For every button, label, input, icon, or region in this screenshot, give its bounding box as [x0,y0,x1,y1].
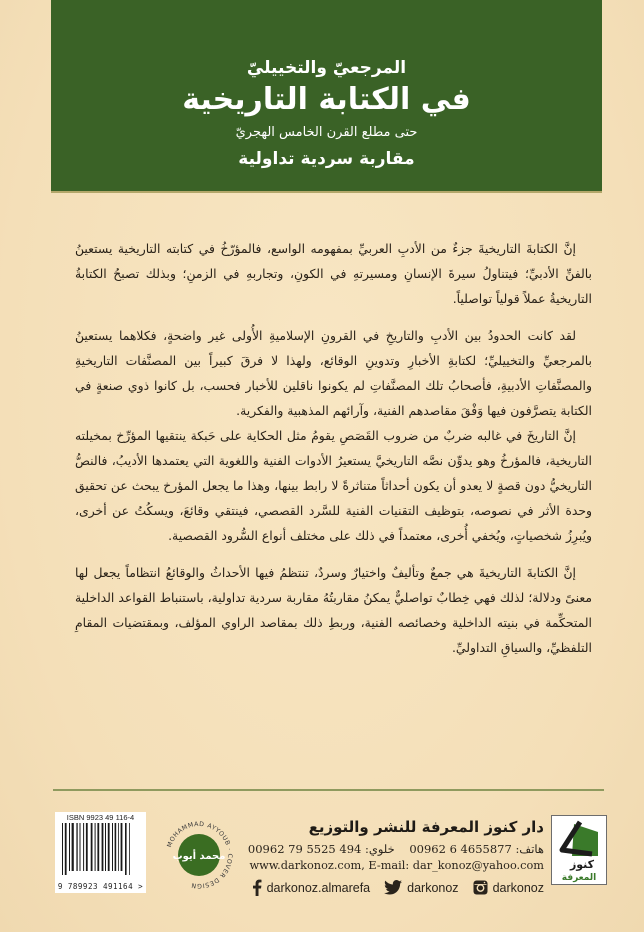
blurb-paragraph: لقد كانت الحدودُ بين الأدبِ والتاريخِ في القرونِ الإسلاميةِ الأُولى غير واضحةٍ، فكلاهما يستعينُ بالمرجعيِّ والتخييليِّ؛ لكتابةِ الأخبارِ وتدوينِ الوقائع، ولهذا لا فرقَ كبيراً بين المصنَّفات التاريخيةِ والمصنَّفاتِ الأدبيةِ، فأصحابُ تلك المصنَّفاتِ لم يكونوا ناقلين للأخبار فحسب، بل كانوا ذوي صنعةٍ في الكتابة يتصرَّفون فيها وَفْقَ مقاصدهم الفنية، وآرائهم المذهبية والفكرية. [75,328,592,418]
blurb-paragraph: إنَّ الكتابةَ التاريخيةَ هي جمعٌ وتأليفٌ واختيارٌ وسردٌ، تنتظمُ فيها الأحداثُ والوقائعُ انتظاماً يجعل لها معنىً ودلالة؛ لذلك فهي خِطابٌ تواصليٌّ يمكنُ مقاربتُهُ مقاربة سردية تداولية، باستنباط القواعد الداخلية المتحكِّمة في بنيته الداخلية وخصائصه الفنية، وربطِ ذلك بمقاصد الراوي المؤلف، وبمقتضيات المقامِ التلفظيِّ، والسياقِ التداوليِّ. [75,565,592,655]
cover-design-seal [164,820,234,890]
seal-designer-text: MOHAMMAD AYYOUB · COVER DESIGN [166,820,234,890]
blurb-paragraph: إنَّ الكتابةَ التاريخيةَ جزءٌ من الأدبِ العربيِّ بمفهومه الواسع، فالمؤرّخُ في كتابته التاريخية يستعينُ بالفنِّ الأدبيِّ؛ فيتناولُ سيرةَ الإنسانِ ومسيرتهِ في الكونِ، وتجاربهِ في الزمنِ؛ وبذلك تصبحُ الكتابةُ التاريخيةُ عملاً قولياً تواصلياً. [75,241,592,306]
barcode-bar [65,823,67,875]
blurb-paragraph: إنَّ التاريخَ في غالبه ضربٌ من ضروب القَصَصِ يقومُ مثل الحكاية على حَبكة ينتقيها المؤرِّخ بمخيلته التاريخية، فالمؤرخُ وهو يدوِّن نصَّه التاريخيَّ يستعيرُ الأدوات الفنية واللغوية التي يعتمدها الأديبُ، فالنصُّ التاريخيُّ دون قصةٍ لا يعدو أن يكون أحداثاً متناثرةً لا رابط بينها، وهذا ما يجعل المؤرخ يبحث عن تحقيق وحدة الأثر في نصوصه، بتوظيف التقنيات الفنية للسَّرد القصصي، فينتقي وقائعَ، ويسكُتُ عن أخرى، ويُبرِزُ شخصياتٍ، ويُخفي أُخرى، معتمداً في ذلك على مختلف أنواع السُّرود القصصية. [75,428,592,543]
isbn-label: ISBN 9923 49 116-4 [66,813,135,822]
barcode-bar [125,823,127,875]
logo-text-bottom: المعرفة [561,873,597,883]
isbn-barcode [55,812,146,893]
barcode-bar [83,823,84,871]
barcode-bar [95,823,96,871]
phone-label: هاتف: [515,842,544,856]
barcode-bar [102,823,104,871]
publisher-name: دار كنوز المعرفة للنشر والتوزيع [308,818,544,836]
barcode-bar [86,823,88,871]
book-title: في الكتابة التاريخية [182,82,471,117]
title-panel [51,0,602,193]
barcode-bar [62,823,63,875]
mobile-number: 00962 79 5525 494 [247,842,362,856]
barcode-bar [105,823,106,871]
barcode-bar [80,823,81,871]
publisher-web-email[interactable]: www.darkonoz.com, E-mail: dar_konoz@yahoo.com [249,859,544,872]
instagram-icon [473,880,488,895]
logo-text-top: كنوز [569,858,595,871]
twitter-icon [384,880,402,895]
phone-number: 00962 6 4655877 [409,842,512,856]
barcode-bar [121,823,123,871]
publisher-social-links [252,879,544,896]
barcode-bar [91,823,93,871]
barcode-bar [72,823,74,871]
publisher-logo-icon [552,816,606,884]
barcode-bar [76,823,77,871]
barcode-bar [69,823,70,871]
title-prefix: المرجعيّ والتخييليّ [246,58,407,78]
mobile-label: خلوي: [364,842,395,856]
footer-divider [53,789,604,791]
barcode-bar [115,823,117,871]
seal-arabic-text: محمد أيوب [172,851,226,862]
instagram-handle: darkonoz [492,880,544,895]
barcode-bar [129,823,130,875]
designer-seal-icon [164,820,234,890]
social-twitter[interactable] [384,880,458,895]
facebook-handle: darkonoz.almarefa [266,880,371,895]
social-facebook[interactable] [252,879,371,896]
barcode-bar [97,823,99,871]
barcode-bar [108,823,110,871]
publisher-phones [248,842,544,856]
twitter-handle: darkonoz [407,880,459,895]
publisher-logo [551,815,607,885]
barcode-bars [60,823,141,879]
barcode-bar [112,823,113,871]
title-approach: مقاربة سردية تداولية [238,149,415,169]
title-period: حتى مطلع القرن الخامس الهجريّ [235,125,418,140]
social-instagram[interactable] [473,880,544,895]
barcode-bar [118,823,119,871]
back-cover-blurb [75,236,592,672]
facebook-icon [252,879,262,896]
barcode-digits: 9 789923 491164 > [57,882,144,891]
